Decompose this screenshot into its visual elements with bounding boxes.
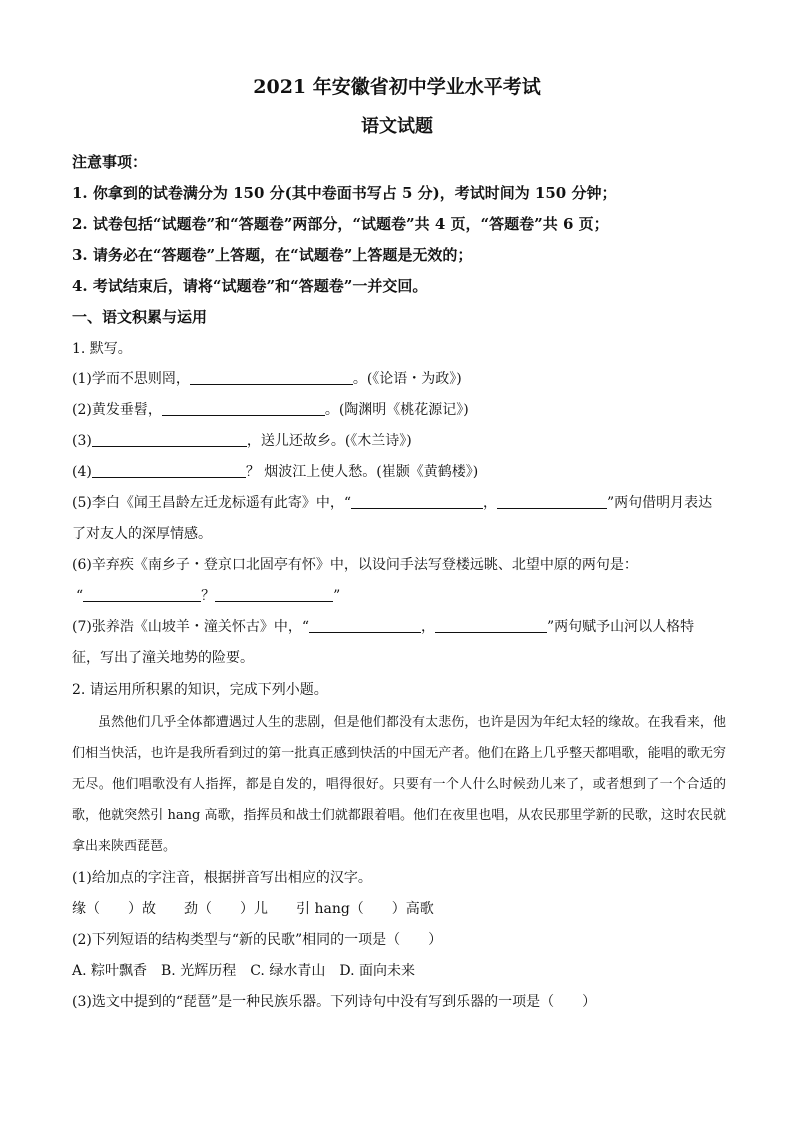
section-heading: 一、语文积累与运用 <box>72 308 208 326</box>
reading-passage: 虽然他们几乎全体都遭遇过人生的悲剧，但是他们都没有太悲伤，也许是因为年纪太轻的缘故。在我看来，他们相当快活，也许是我所看到过的第一批真正感到快活的中国无产者。他们在路上几乎整天都唱歌，能唱的歌无穷无尽。他们唱歌没有人指挥，都是自发的，唱得很好。只要有一个人什么时候劲儿来了，或者想到了一个合适的歌，他就突然引 hang 高歌，指挥员和战士们就都跟着唱。他们在夜里也唱，从农民那里学新的民歌，这时农民就拿出来陕西琵琶。 <box>72 715 726 854</box>
notice-item-1: 1. 你拿到的试卷满分为 150 分(其中卷面书写占 5 分)，考试时间为 150 分钟； <box>72 184 617 202</box>
q1-item-3-text-b: ，送儿还故乡。(《木兰诗》) <box>246 433 412 449</box>
q1-item-5-text-c: ”两句借明月表达 <box>607 495 713 511</box>
q1-item-6-cont <box>76 586 340 606</box>
notice-item-3: 3. 请务必在“答题卷”上答题，在“试题卷”上答题是无效的； <box>72 246 473 264</box>
q1-item-6-text-b: “ <box>76 588 84 604</box>
q1-item-4 <box>72 462 478 482</box>
q2-stem: 2. 请运用所积累的知识，完成下列小题。 <box>72 682 328 698</box>
q2-sub1-item: 劲（ ）儿 <box>184 901 268 917</box>
q1-item-7-text-a: (7)张养浩《山坡羊・潼关怀古》中，“ <box>72 619 309 635</box>
q1-item-4-text-a: (4) <box>72 464 92 480</box>
answer-blank[interactable] <box>83 587 201 602</box>
answer-blank[interactable] <box>435 618 547 633</box>
q1-stem: 1. 默写。 <box>72 341 132 357</box>
answer-blank[interactable] <box>92 432 247 447</box>
notice-heading: 注意事项： <box>72 153 148 171</box>
q2-sub2: (2)下列短语的结构类型与“新的民歌”相同的一项是（ ） <box>72 932 443 948</box>
q1-item-6-text-c: ？ <box>201 588 216 604</box>
q2-sub1-item: 引 hang（ ）高歌 <box>296 901 434 917</box>
option-d[interactable]: D. 面向未来 <box>339 963 415 979</box>
q2-sub1-item: 缘（ ）故 <box>72 901 156 917</box>
q1-item-5-text-a: (5)李白《闻王昌龄左迁龙标遥有此寄》中，“ <box>72 495 351 511</box>
answer-blank[interactable] <box>215 587 333 602</box>
exam-subtitle: 语文试题 <box>361 116 433 137</box>
answer-blank[interactable] <box>162 401 325 416</box>
q1-item-6-text-d: ” <box>333 588 341 604</box>
q1-item-2-text-b: 。(陶渊明《桃花源记》) <box>324 402 469 418</box>
option-a[interactable]: A. 粽叶飘香 <box>72 963 148 979</box>
q1-item-3-text-a: (3) <box>72 433 92 449</box>
option-b[interactable]: B. 光辉历程 <box>161 963 237 979</box>
q1-item-5-text-b: ， <box>483 495 497 511</box>
q1-item-6: (6)辛弃疾《南乡子・登京口北固亭有怀》中，以设问手法写登楼远眺、北望中原的两句是： <box>72 557 638 573</box>
q1-item-1-text-a: (1)学而不思则罔， <box>72 371 190 387</box>
notice-item-2: 2. 试卷包括“试题卷”和“答题卷”两部分，“试题卷”共 4 页，“答题卷”共 6 页； <box>72 215 609 233</box>
answer-blank[interactable] <box>309 618 421 633</box>
q2-sub3: (3)选文中提到的“琵琶”是一种民族乐器。下列诗句中没有写到乐器的一项是（ ） <box>72 994 597 1010</box>
q1-item-5 <box>72 493 712 513</box>
q1-item-1 <box>72 369 462 389</box>
q2-sub2-options <box>72 961 415 981</box>
q1-item-7-cont: 征，写出了潼关地势的险要。 <box>72 650 254 666</box>
q1-item-4-text-b: ？ 烟波江上使人愁。(崔颢《黄鹤楼》) <box>245 464 479 480</box>
notice-item-4: 4. 考试结束后，请将“试题卷”和“答题卷”一并交回。 <box>72 277 428 295</box>
exam-title: 2021 年安徽省初中学业水平考试 <box>253 76 541 98</box>
q1-item-2 <box>72 400 469 420</box>
answer-blank[interactable] <box>92 463 246 478</box>
option-c[interactable]: C. 绿水青山 <box>250 963 326 979</box>
answer-blank[interactable] <box>351 494 483 509</box>
answer-blank[interactable] <box>190 370 353 385</box>
answer-blank[interactable] <box>497 494 607 509</box>
q1-item-7-text-c: ”两句赋予山河以人格特 <box>547 619 695 635</box>
q2-sub1-items <box>72 899 434 919</box>
q1-item-2-text-a: (2)黄发垂髫， <box>72 402 162 418</box>
q1-item-1-text-b: 。(《论语・为政》) <box>352 371 462 387</box>
q1-item-3 <box>72 431 412 451</box>
q1-item-7-text-b: ， <box>421 619 435 635</box>
q1-item-5-cont: 了对友人的深厚情感。 <box>72 526 212 542</box>
q1-item-7 <box>72 617 694 637</box>
q2-sub1: (1)给加点的字注音，根据拼音写出相应的汉字。 <box>72 870 372 886</box>
